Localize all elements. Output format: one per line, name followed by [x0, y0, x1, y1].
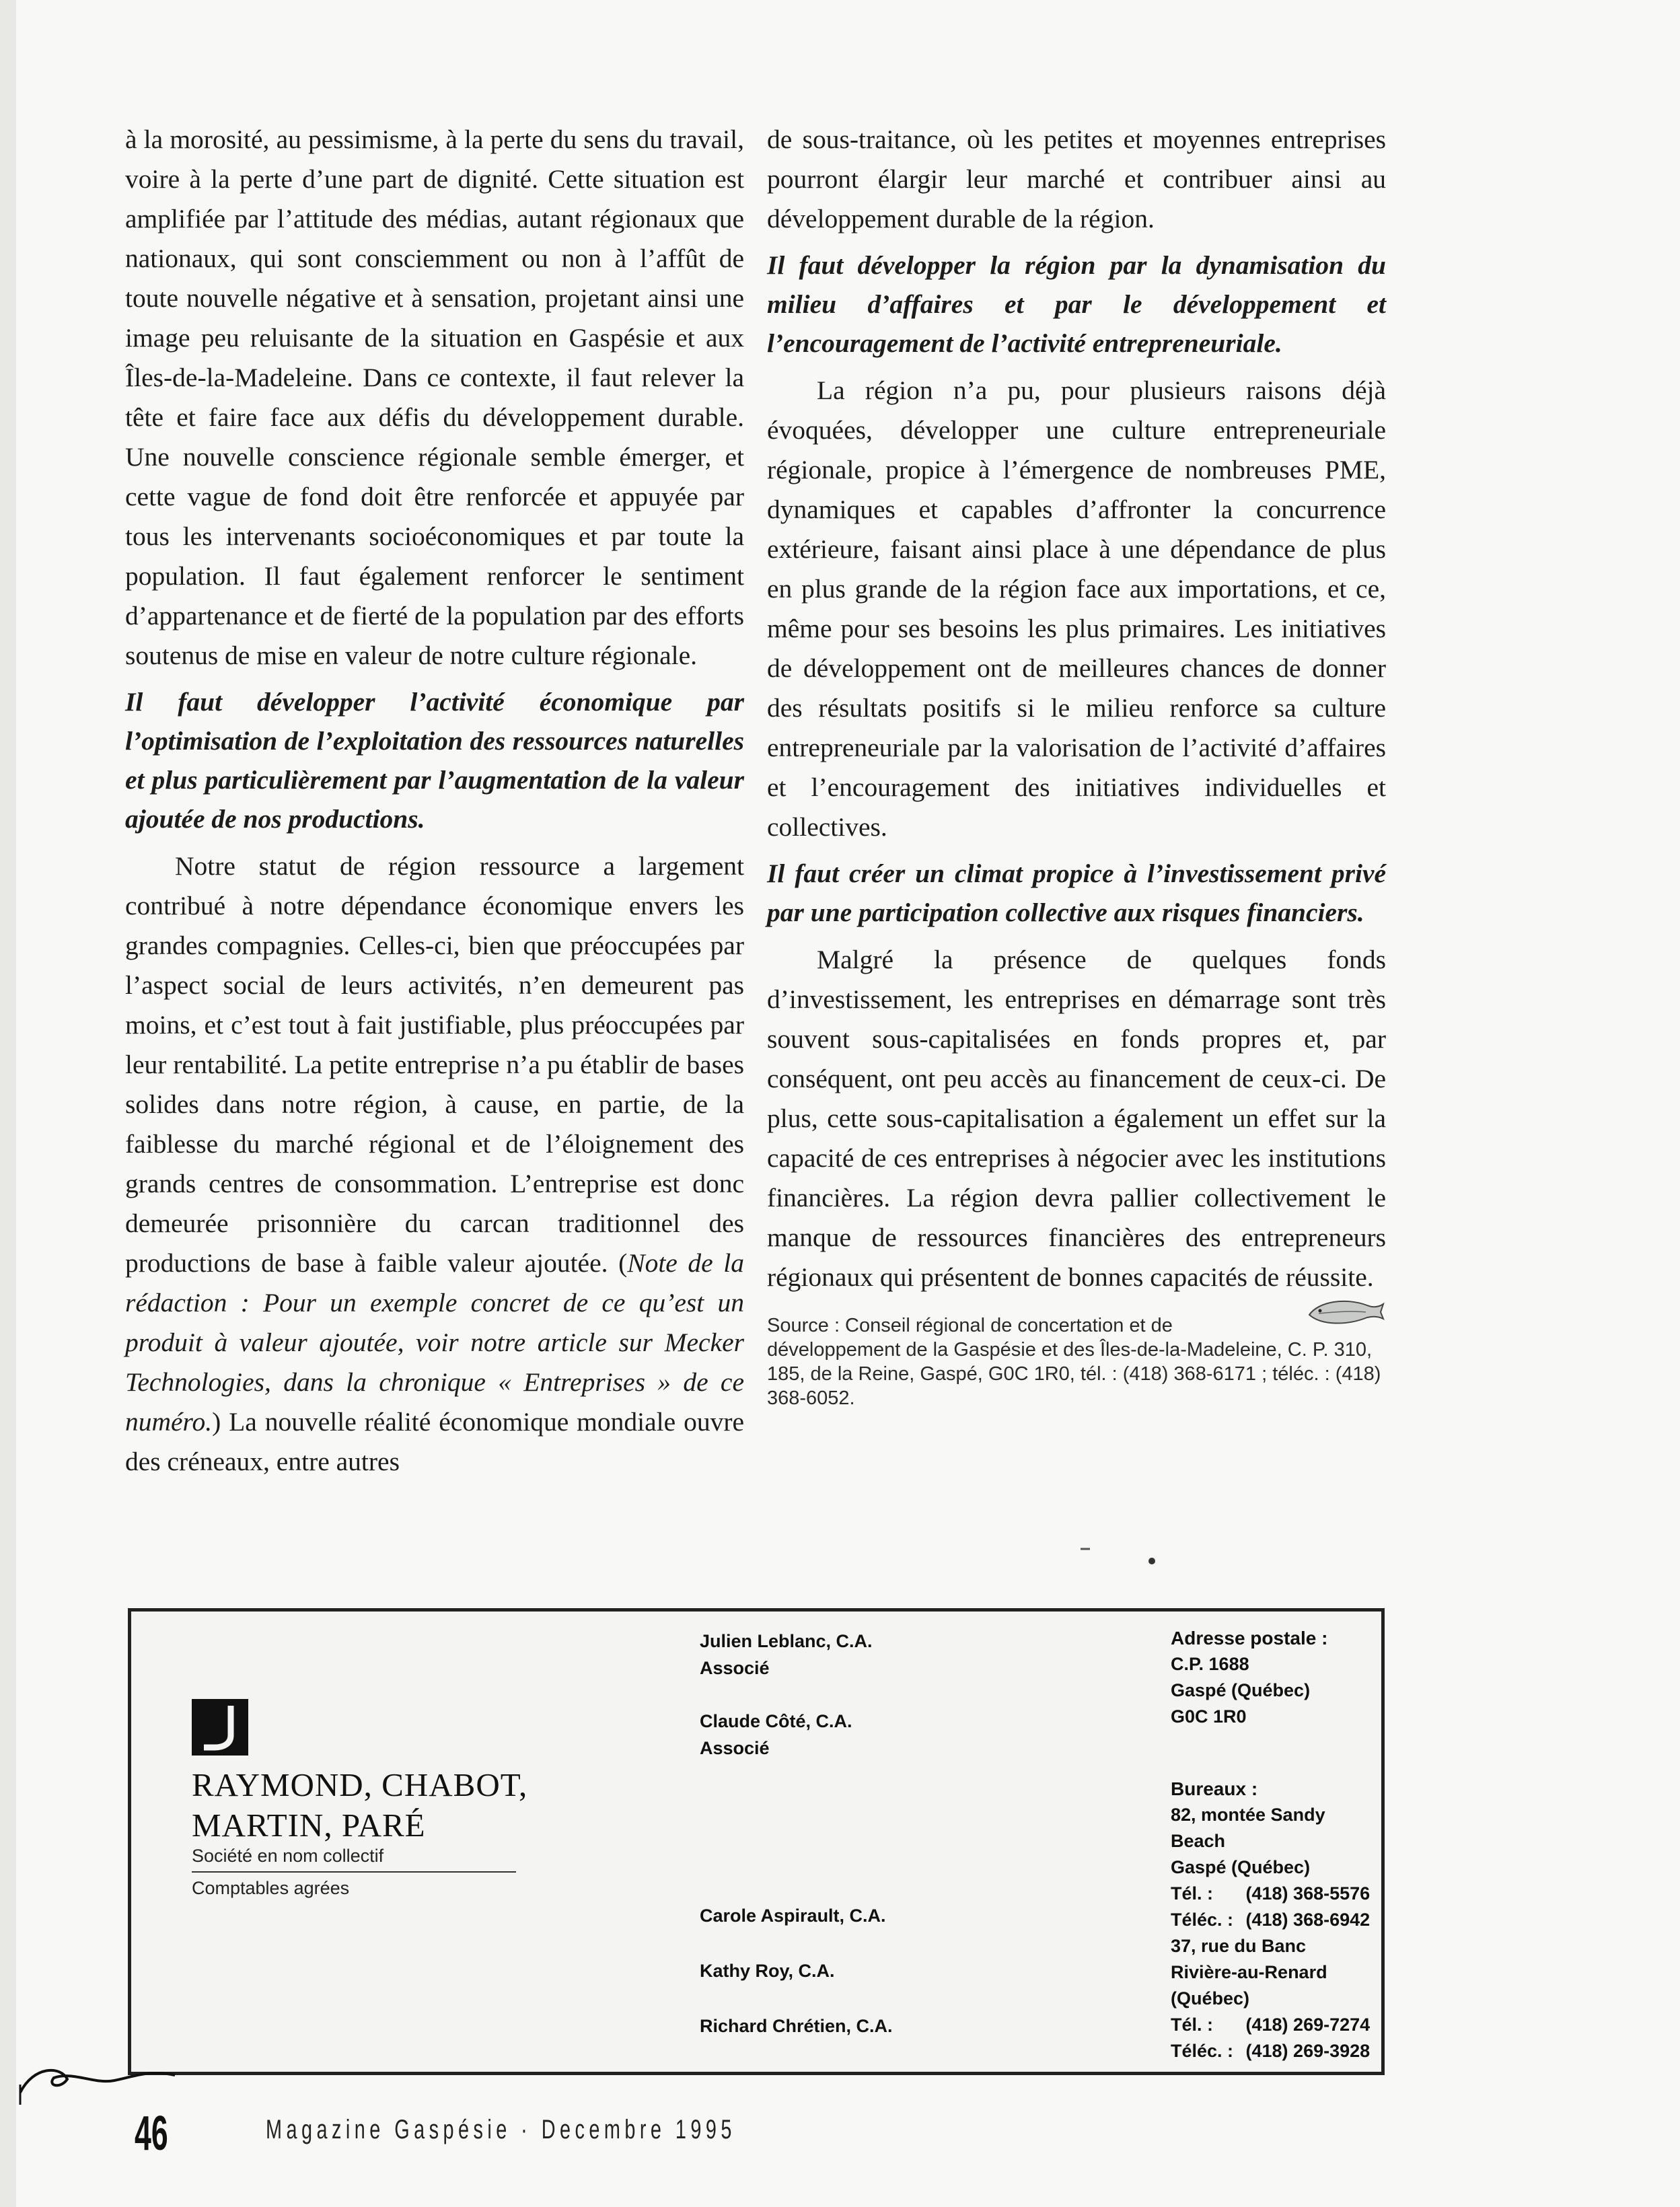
page-binding-edge — [0, 0, 16, 2207]
fax-row — [1171, 1907, 1381, 1933]
divider — [192, 1871, 516, 1873]
postal-address — [1171, 1625, 1327, 1730]
fax-label: Téléc. : — [1171, 1910, 1234, 1930]
section-heading: Il faut créer un climat propice à l’investissement privé par une participation collective aux risques financiers. — [767, 859, 1386, 927]
end-mark-fish-icon — [1305, 1292, 1386, 1330]
firm-logo-icon — [192, 1699, 248, 1756]
partner-name: Julien Leblanc, C.A. — [700, 1631, 873, 1651]
partner-name: Richard Chrétien, C.A. — [700, 2016, 893, 2036]
fax-number: (418) 368-6942 — [1245, 1910, 1371, 1930]
partner-entry — [700, 1902, 886, 1929]
editor-note: Note de la rédaction : Pour un exemple concret de ce qu’est un produit à valeur ajoutée, voir notre article sur Mecker Technologies, dans la chronique « Entreprises » de ce numéro. — [125, 1248, 744, 1437]
address-line: Gaspé (Québec) — [1171, 1857, 1311, 1877]
address-line: C.P. 1688 — [1171, 1654, 1249, 1674]
paragraph: de sous-traitance, où les petites et moyennes entreprises pourront élargir leur marché et contribuer ainsi au développement durable de la région. — [767, 124, 1386, 233]
paragraph — [125, 846, 744, 1482]
address-line: 82, montée Sandy Beach — [1171, 1805, 1325, 1851]
wave-ornament-icon — [13, 2052, 202, 2106]
fax-label: Téléc. : — [1171, 2041, 1234, 2061]
paragraph-text: Malgré la présence de quelques fonds d’investissement, les entreprises en démarrage sont très souvent sous-capitalisées en fonds propres et, par conséquent, ont peu accès au financement de ceux-ci. De plus, cette sous-capitalisation a également un effet sur la capacité de ces entreprises à négocier avec les institutions financières. La région devra pallier collectivement le manque de ressources financières des entrepreneurs régionaux qui présentent de bonnes capacités de réussite. — [767, 945, 1386, 1292]
tel-label: Tél. : — [1171, 2015, 1214, 2035]
partner-name: Claude Côté, C.A. — [700, 1711, 852, 1731]
firm-tagline: Comptables agrées — [192, 1878, 350, 1898]
address-line: Gaspé (Québec) — [1171, 1680, 1311, 1700]
tel-number: (418) 368-5576 — [1245, 1883, 1371, 1904]
firm-advertisement — [128, 1608, 1385, 2075]
partner-name: Kathy Roy, C.A. — [700, 1961, 835, 1981]
right-column — [767, 120, 1386, 1410]
fax-row — [1171, 2038, 1381, 2064]
paragraph — [767, 940, 1386, 1297]
tel-label: Tél. : — [1171, 1883, 1214, 1904]
page-number: 46 — [135, 2107, 168, 2161]
paragraph: La région n’a pu, pour plusieurs raisons déjà évoquées, développer une culture entrepreneuriale régionale, propice à l’émergence de nombreuses PME, dynamiques et capables d’affronter la concurrence extérieure, faisant ainsi place à une dépendance de plus en plus grande de la région face aux importations, et ce, même pour ses besoins les plus primaires. Les initiatives de développement ont de meilleures chances de donner des résultats positifs si le milieu renforce sa culture entrepreneuriale par la valorisation de l’activité d’affaires et l’encouragement des initiatives individuelles et collectives. — [767, 375, 1386, 842]
partner-entry — [700, 1957, 835, 1984]
paragraph: à la morosité, au pessimisme, à la perte du sens du travail, voire à la perte d’une part de dignité. Cette situation est amplifiée par l’attitude des médias, autant régionaux que nationaux, qui sont consciemment ou non à l’affût de toute nouvelle négative et à sensation, projetant ainsi une image peu reluisante de la situation en Gaspésie et aux Îles-de-la-Madeleine. Dans ce contexte, il faut relever la tête et faire face aux défis du développement durable. Une nouvelle conscience régionale semble émerger, et cette vague de fond doit être renforcée et appuyée par tous les intervenants socioéconomiques et par toute la population. Il faut également renforcer le sentiment d’appartenance et de fierté de la population par des efforts soutenus de mise en valeur de notre culture régionale. — [125, 124, 744, 670]
firm-type: Société en nom collectif — [192, 1846, 384, 1866]
phone-row — [1171, 2012, 1381, 2038]
postal-label: Adresse postale : — [1171, 1628, 1328, 1649]
partner-entry — [700, 1708, 852, 1762]
partner-name: Carole Aspirault, C.A. — [700, 1906, 886, 1926]
paragraph-text: Notre statut de région ressource a largement contribué à notre dépendance économique envers les grandes compagnies. Celles-ci, bien que préoccupées par l’aspect social de leurs activités, n’en demeurent pas moins, et c’est tout à fait justifiable, plus préoccupées par leur rentabilité. La petite entreprise n’a pu établir de bases solides dans notre région, à cause, en partie, de la faiblesse du marché régional et de l’éloignement des grands centres de consommation. L’entreprise est donc demeurée prisonnière du carcan traditionnel des productions de base à faible valeur ajoutée. ( — [125, 851, 744, 1278]
phone-row — [1171, 1881, 1381, 1907]
source-citation: Source : Conseil régional de concertation et de développement de la Gaspésie et des Îles-de-la-Madeleine, C. P. 310, 185, de la Reine, Gaspé, G0C 1R0, tél. : (418) 368-6171 ; téléc. : (418) 368-6052. — [767, 1315, 1381, 1409]
partner-entry — [700, 1628, 873, 1681]
fax-number: (418) 269-3928 — [1245, 2041, 1371, 2061]
section-heading: Il faut développer la région par la dynamisation du milieu d’affaires et par le développement et l’encouragement de l’activité entrepreneuriale. — [767, 250, 1386, 358]
partner-entry — [700, 2013, 893, 2039]
tel-number: (418) 269-7274 — [1245, 2015, 1371, 2035]
section-heading: Il faut développer l’activité économique par l’optimisation de l’exploitation des ressources naturelles et plus particulièrement par l’augmentation de la valeur ajoutée de nos productions. — [125, 687, 744, 834]
address-line: Rivière-au-Renard (Québec) — [1171, 1962, 1327, 2009]
stray-marks — [1076, 1541, 1164, 1568]
paragraph-text: ) La nouvelle réalité économique mondiale ouvre des créneaux, entre autres — [125, 1407, 744, 1476]
magazine-footer: Magazine Gaspésie · Decembre 1995 — [266, 2115, 736, 2144]
partner-role: Associé — [700, 1658, 770, 1678]
address-line: 37, rue du Banc — [1171, 1936, 1307, 1956]
office-riviere-au-renard — [1171, 1933, 1381, 2064]
address-line: G0C 1R0 — [1171, 1706, 1247, 1727]
firm-name-line: MARTIN, PARÉ — [192, 1807, 426, 1844]
firm-name — [192, 1765, 527, 1846]
office-gaspe — [1171, 1776, 1381, 1933]
left-column — [125, 120, 744, 1482]
offices-label: Bureaux : — [1171, 1778, 1258, 1799]
partner-role: Associé — [700, 1738, 770, 1758]
firm-name-line: RAYMOND, CHABOT, — [192, 1766, 528, 1803]
